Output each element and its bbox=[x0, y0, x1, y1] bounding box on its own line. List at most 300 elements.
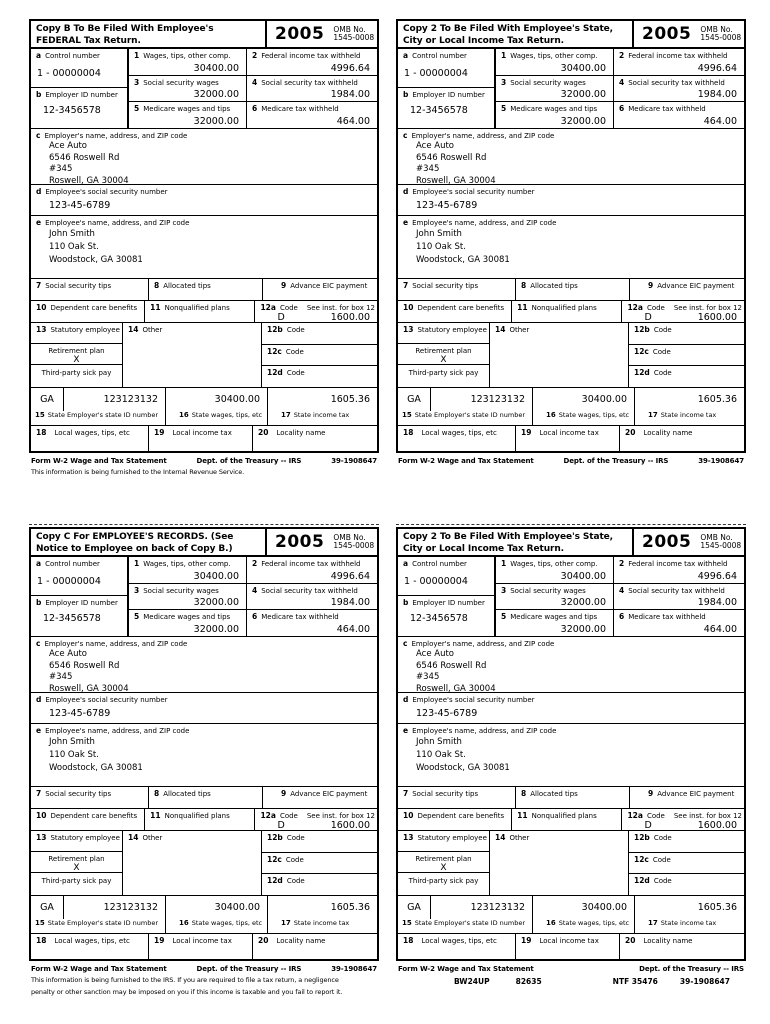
box-17-label-row bbox=[635, 411, 744, 419]
box-c-label-row bbox=[31, 129, 377, 141]
box-12d-label: Code bbox=[653, 369, 672, 378]
box-2-federal-tax bbox=[614, 557, 744, 583]
box-8-label: Allocated tips bbox=[530, 282, 578, 290]
box-b-num: b bbox=[403, 598, 409, 607]
box-8-label: Allocated tips bbox=[163, 282, 211, 290]
w2-form bbox=[29, 19, 379, 478]
retirement-plan-checkbox: X bbox=[73, 355, 80, 365]
box-18-num: 18 bbox=[403, 936, 414, 945]
box-11-nonqualified-plans bbox=[145, 301, 255, 322]
box-20-label-row bbox=[253, 934, 377, 946]
box-d-num: d bbox=[403, 187, 409, 196]
box-2-federal-tax bbox=[247, 49, 377, 75]
box-17-num: 17 bbox=[648, 411, 658, 419]
box-13-label: Statutory employee bbox=[417, 834, 487, 842]
box-6-value: 464.00 bbox=[336, 116, 370, 128]
box-17-value: 1605.36 bbox=[330, 394, 370, 405]
box-19-num: 19 bbox=[521, 936, 532, 945]
box-2-label-row bbox=[614, 49, 744, 61]
box-17-label: State income tax bbox=[660, 919, 717, 927]
copy-title-line1: Copy C For EMPLOYEE'S RECORDS. (See bbox=[36, 532, 234, 542]
box-2-label: Federal income tax withheld bbox=[261, 52, 361, 60]
box-12b-num: 12b bbox=[267, 833, 283, 842]
form-footer bbox=[29, 457, 379, 478]
box-e-employee-info bbox=[31, 216, 377, 279]
box-12d bbox=[629, 365, 744, 387]
box-4-label: Social security tax withheld bbox=[261, 78, 358, 87]
box-20-label-row bbox=[620, 426, 744, 438]
box-8-allocated-tips bbox=[516, 279, 630, 300]
omb-block bbox=[700, 534, 741, 551]
box-12a-amount: 1600.00 bbox=[697, 312, 737, 323]
box-9-label: Advance EIC payment bbox=[657, 282, 735, 290]
form-footer bbox=[396, 457, 746, 466]
box-3-label: Social security wages bbox=[143, 586, 219, 595]
box-15-label: State Employer's state ID number bbox=[414, 411, 526, 419]
box-20-label-row bbox=[253, 426, 377, 438]
box-16-value: 30400.00 bbox=[581, 902, 627, 913]
box-17-label-row bbox=[635, 919, 744, 927]
box-5-label: Medicare wages and tips bbox=[143, 613, 231, 622]
omb-label: OMB No. bbox=[333, 532, 366, 542]
box-14-label-row bbox=[123, 323, 261, 335]
box-15-value-row bbox=[398, 388, 532, 411]
box-9-label: Advance EIC payment bbox=[657, 790, 735, 798]
box-8-allocated-tips bbox=[516, 787, 630, 808]
state-abbrev: GA bbox=[31, 388, 64, 411]
box-b-employer-id bbox=[31, 596, 127, 624]
box-12b-num: 12b bbox=[634, 325, 650, 334]
box-3-num: 3 bbox=[501, 77, 507, 87]
box-13-label: Statutory employee bbox=[50, 326, 120, 334]
employee-name: John Smith bbox=[416, 737, 462, 747]
box-b-num: b bbox=[403, 90, 409, 99]
box-4-label: Social security tax withheld bbox=[628, 78, 725, 87]
box-e-employee-info bbox=[398, 724, 744, 787]
boxes-12b-12c-12d bbox=[262, 831, 377, 895]
box-7-label: Social security tips bbox=[45, 790, 112, 798]
box-12d-num: 12d bbox=[634, 876, 650, 886]
box-5-value: 32000.00 bbox=[193, 116, 239, 128]
box-2-value: 4996.64 bbox=[697, 570, 737, 582]
box-c-employer-info bbox=[398, 129, 744, 185]
box-9-advance-eic bbox=[263, 279, 377, 300]
row-boxes-1-2 bbox=[129, 49, 377, 75]
box-8-label-row bbox=[149, 279, 262, 291]
box-6-label: Medicare tax withheld bbox=[628, 613, 706, 622]
box-15-state-id bbox=[398, 388, 533, 425]
box-10-label: Dependent care benefits bbox=[417, 812, 505, 820]
employer-city: Roswell, GA 30004 bbox=[416, 683, 496, 694]
box-12a-label: Code bbox=[279, 812, 298, 820]
box-13-label-row bbox=[31, 831, 122, 843]
box-e-num: e bbox=[403, 218, 409, 227]
box-15-num: 15 bbox=[402, 411, 412, 419]
box-12b-label-row bbox=[262, 831, 377, 843]
box-18-label-row bbox=[398, 426, 515, 438]
copy-title-line2: City or Local Income Tax Return. bbox=[403, 544, 564, 554]
box-1-value: 30400.00 bbox=[560, 62, 606, 74]
print-code-2: 82635 bbox=[515, 977, 542, 986]
employer-city: Roswell, GA 30004 bbox=[49, 175, 129, 186]
box-12a bbox=[622, 809, 744, 830]
control-employer-column bbox=[31, 557, 129, 636]
employee-ssn-value: 123-45-6789 bbox=[49, 200, 111, 211]
employer-suite: #345 bbox=[49, 672, 73, 682]
box-10-num: 10 bbox=[403, 303, 414, 312]
box-14-num: 14 bbox=[495, 833, 506, 842]
box-13-label-row bbox=[398, 323, 489, 335]
box-2-num: 2 bbox=[619, 51, 625, 60]
box-16-num: 16 bbox=[179, 919, 189, 927]
box-2-label: Federal income tax withheld bbox=[628, 52, 728, 60]
box-18-local-wages bbox=[31, 426, 149, 451]
box-1-label-row bbox=[496, 557, 613, 569]
box-19-label-row bbox=[149, 426, 252, 438]
w2-form bbox=[29, 527, 379, 997]
box-19-label: Local income tax bbox=[539, 429, 599, 437]
omb-value: 1545-0008 bbox=[700, 33, 742, 42]
box-7-label-row bbox=[31, 279, 148, 291]
box-b-label: Employer ID number bbox=[412, 599, 485, 607]
box-5-label-row bbox=[496, 610, 613, 622]
box-20-label: Locality name bbox=[643, 429, 693, 437]
box-4-label: Social security tax withheld bbox=[628, 586, 725, 595]
box-a-num: a bbox=[36, 559, 42, 568]
box-b-label: Employer ID number bbox=[412, 91, 485, 99]
box-5-medicare-wages bbox=[496, 610, 614, 636]
box-17-value: 1605.36 bbox=[697, 394, 737, 405]
box-11-label: Nonqualified plans bbox=[531, 304, 597, 312]
box-12a-num: 12a bbox=[627, 303, 643, 312]
box-c-label-row bbox=[31, 637, 377, 649]
box-6-medicare-tax bbox=[614, 610, 744, 636]
box-7-ss-tips bbox=[31, 787, 149, 808]
box-6-label-row bbox=[247, 102, 377, 114]
box-4-value: 1984.00 bbox=[330, 597, 370, 609]
box-16-label-row bbox=[166, 411, 267, 419]
box-12d-num: 12d bbox=[634, 368, 650, 378]
box-d-label-row bbox=[398, 185, 744, 197]
box-17-num: 17 bbox=[648, 919, 658, 927]
row-boxes-10-11-12a bbox=[31, 809, 377, 831]
box-18-label: Local wages, tips, etc bbox=[54, 429, 130, 437]
tax-year: 2005 bbox=[642, 532, 692, 552]
footer-form-name: Form W-2 Wage and Tax Statement bbox=[398, 965, 534, 973]
employee-city: Woodstock, GA 30081 bbox=[49, 255, 143, 265]
box-13-label-row bbox=[31, 323, 122, 335]
employer-name: Ace Auto bbox=[416, 141, 455, 151]
box-14-label: Other bbox=[509, 834, 530, 842]
omb-block bbox=[700, 26, 741, 43]
employee-street: 110 Oak St. bbox=[416, 242, 466, 252]
box-10-label-row bbox=[398, 809, 511, 821]
box-13-third-party-sick-pay bbox=[398, 365, 489, 387]
box-6-label-row bbox=[247, 610, 377, 622]
box-5-label: Medicare wages and tips bbox=[143, 105, 231, 114]
footer-note-line2: penalty or other sanction may be imposed on you if this income is taxable and you fail to report it. bbox=[31, 987, 343, 996]
box-9-num: 9 bbox=[648, 281, 654, 290]
box-9-advance-eic bbox=[263, 787, 377, 808]
footer-form-name: Form W-2 Wage and Tax Statement bbox=[31, 457, 167, 465]
year-omb-cell bbox=[265, 21, 377, 47]
box-13-column bbox=[31, 323, 123, 387]
box-4-ss-tax bbox=[247, 584, 377, 610]
box-4-num: 4 bbox=[252, 77, 258, 87]
control-number-value: 1 - 00000004 bbox=[404, 576, 468, 587]
box-2-value: 4996.64 bbox=[330, 570, 370, 582]
box-19-local-income-tax bbox=[149, 426, 253, 451]
row-boxes-10-11-12a bbox=[31, 301, 377, 323]
box-a-label: Control number bbox=[412, 52, 467, 60]
box-20-num: 20 bbox=[258, 428, 269, 437]
copy-title bbox=[398, 21, 632, 47]
employer-street: 6546 Roswell Rd bbox=[416, 152, 487, 163]
box-13-statutory-employee bbox=[31, 323, 122, 344]
box-12d-label-row bbox=[629, 366, 744, 378]
box-15-num: 15 bbox=[35, 411, 45, 419]
box-1-label-row bbox=[496, 49, 613, 61]
box-11-nonqualified-plans bbox=[512, 809, 622, 830]
box-4-value: 1984.00 bbox=[697, 89, 737, 101]
row-boxes-18-19-20 bbox=[31, 934, 377, 959]
employer-city: Roswell, GA 30004 bbox=[49, 683, 129, 694]
box-15-label-row bbox=[398, 919, 532, 927]
box-17-value: 1605.36 bbox=[697, 902, 737, 913]
box-16-value: 30400.00 bbox=[214, 394, 260, 405]
box-11-label-row bbox=[512, 809, 621, 821]
box-11-label: Nonqualified plans bbox=[164, 304, 230, 312]
w2-form-border bbox=[396, 527, 746, 961]
box-15-state-id bbox=[398, 896, 533, 933]
row-boxes-7-8-9 bbox=[398, 787, 744, 809]
box-18-num: 18 bbox=[36, 428, 47, 437]
footer-line1 bbox=[398, 457, 744, 466]
box-1-value: 30400.00 bbox=[193, 570, 239, 582]
box-12d bbox=[629, 873, 744, 895]
box-b-employer-id bbox=[31, 88, 127, 116]
footer-dept: Dept. of the Treasury -- IRS bbox=[563, 457, 669, 465]
box-5-label: Medicare wages and tips bbox=[510, 105, 598, 114]
row-boxes-1-2 bbox=[496, 557, 744, 583]
box-12d-label-row bbox=[262, 874, 377, 886]
box-13-statutory-employee bbox=[31, 831, 122, 852]
box-a-num: a bbox=[403, 51, 409, 60]
box-13-column bbox=[31, 831, 123, 895]
box-3-label: Social security wages bbox=[510, 586, 586, 595]
box-e-num: e bbox=[403, 726, 409, 735]
footer-note-line1: This information is being furnished to the Internal Revenue Service. bbox=[31, 468, 245, 476]
box-d-label: Employee's social security number bbox=[45, 188, 168, 196]
retirement-plan-checkbox: X bbox=[73, 863, 80, 873]
form-footer bbox=[396, 965, 746, 986]
box-17-label-row bbox=[268, 919, 377, 927]
box-12b bbox=[262, 323, 377, 344]
box-d-employee-ssn bbox=[31, 185, 377, 216]
box-18-label: Local wages, tips, etc bbox=[54, 937, 130, 945]
state-id-value: 123123132 bbox=[103, 902, 158, 913]
box-12a-amount: 1600.00 bbox=[330, 312, 370, 323]
box-12a-label: Code bbox=[279, 304, 298, 312]
row-boxes-3-4 bbox=[496, 583, 744, 610]
box-12b-label: Code bbox=[286, 834, 305, 842]
box-e-label: Employee's name, address, and ZIP code bbox=[412, 727, 557, 735]
box-16-label: State wages, tips, etc bbox=[191, 411, 263, 419]
omb-value: 1545-0008 bbox=[333, 541, 375, 550]
box-12c-label-row bbox=[629, 345, 744, 357]
footer-dept: Dept. of the Treasury -- IRS bbox=[196, 965, 302, 973]
box-5-medicare-wages bbox=[129, 102, 247, 128]
box-14-other bbox=[490, 831, 629, 895]
box-18-num: 18 bbox=[403, 428, 414, 437]
wage-grid bbox=[31, 557, 377, 637]
box-14-num: 14 bbox=[128, 833, 139, 842]
box-10-label-row bbox=[31, 301, 144, 313]
box-7-label: Social security tips bbox=[45, 282, 112, 290]
box-20-num: 20 bbox=[625, 428, 636, 437]
footer-note-line1: This information is being furnished to the IRS. If you are required to file a tax return, a negligence bbox=[31, 976, 339, 984]
box-2-label-row bbox=[247, 49, 377, 61]
box-12d bbox=[262, 873, 377, 895]
employer-suite: #345 bbox=[49, 164, 73, 174]
box-c-num: c bbox=[36, 639, 41, 648]
copy-title-line2: City or Local Income Tax Return. bbox=[403, 36, 564, 46]
box-4-num: 4 bbox=[252, 585, 258, 595]
box-3-value: 32000.00 bbox=[560, 597, 606, 609]
box-12b-label: Code bbox=[286, 326, 305, 334]
box-2-label: Federal income tax withheld bbox=[261, 560, 361, 568]
box-a-num: a bbox=[36, 51, 42, 60]
row-boxes-10-11-12a bbox=[398, 301, 744, 323]
retirement-plan-checkbox: X bbox=[440, 355, 447, 365]
box-13-third-party-sick-pay bbox=[398, 873, 489, 895]
boxes-1-to-6 bbox=[129, 557, 377, 636]
employee-name: John Smith bbox=[49, 229, 95, 239]
box-13-label: Statutory employee bbox=[417, 326, 487, 334]
omb-label: OMB No. bbox=[700, 532, 733, 542]
box-3-num: 3 bbox=[501, 585, 507, 595]
box-8-allocated-tips bbox=[149, 787, 263, 808]
employer-id-value: 12-3456578 bbox=[43, 105, 101, 116]
box-11-num: 11 bbox=[517, 303, 528, 312]
box-a-control-number bbox=[398, 557, 494, 596]
box-e-num: e bbox=[36, 726, 42, 735]
box-12a-label: Code bbox=[646, 812, 665, 820]
box-7-label-row bbox=[398, 279, 515, 291]
box-d-num: d bbox=[36, 187, 42, 196]
box-10-label: Dependent care benefits bbox=[50, 304, 138, 312]
box-16-num: 16 bbox=[546, 411, 556, 419]
box-9-num: 9 bbox=[281, 281, 287, 290]
box-9-label: Advance EIC payment bbox=[290, 790, 368, 798]
box-12a-num: 12a bbox=[260, 303, 276, 312]
box-3-value: 32000.00 bbox=[193, 597, 239, 609]
box-16-num: 16 bbox=[546, 919, 556, 927]
box-d-label-row bbox=[31, 185, 377, 197]
box-c-num: c bbox=[403, 131, 408, 140]
box-6-num: 6 bbox=[252, 104, 258, 114]
box-18-label-row bbox=[31, 426, 148, 438]
box-16-state-wages bbox=[166, 388, 268, 425]
box-13-num: 13 bbox=[36, 833, 47, 842]
box-14-label-row bbox=[490, 831, 628, 843]
box-12b-label-row bbox=[262, 323, 377, 335]
boxes-12b-12c-12d bbox=[629, 323, 744, 387]
omb-block bbox=[333, 26, 374, 43]
box-12b-label: Code bbox=[653, 834, 672, 842]
box-14-label: Other bbox=[142, 834, 163, 842]
box-e-label: Employee's name, address, and ZIP code bbox=[45, 727, 190, 735]
box-12a-instruction: See inst. for box 12 bbox=[673, 304, 742, 312]
box-4-ss-tax bbox=[614, 584, 744, 610]
box-1-label-row bbox=[129, 49, 246, 61]
box-12a-amount: 1600.00 bbox=[330, 820, 370, 831]
box-5-num: 5 bbox=[501, 104, 507, 114]
box-11-num: 11 bbox=[150, 811, 161, 820]
form-header bbox=[398, 21, 744, 49]
box-19-label-row bbox=[149, 934, 252, 946]
form-footer bbox=[29, 965, 379, 997]
box-c-employer-info bbox=[31, 129, 377, 185]
row-boxes-7-8-9 bbox=[31, 279, 377, 301]
box-8-label: Allocated tips bbox=[163, 790, 211, 798]
copy-title-line2: Notice to Employee on back of Copy B.) bbox=[36, 544, 233, 554]
box-6-label-row bbox=[614, 102, 744, 114]
box-14-label-row bbox=[123, 831, 261, 843]
box-7-label: Social security tips bbox=[412, 790, 479, 798]
box-12c-num: 12c bbox=[267, 346, 282, 356]
box-3-value: 32000.00 bbox=[193, 89, 239, 101]
copy-title-line1: Copy 2 To Be Filed With Employee's State, bbox=[403, 24, 613, 34]
box-20-label: Locality name bbox=[276, 937, 326, 945]
box-13-statutory-employee bbox=[398, 831, 489, 852]
copy-title-line2: FEDERAL Tax Return. bbox=[36, 36, 141, 46]
box-9-label-row bbox=[276, 279, 377, 291]
copy-title bbox=[398, 529, 632, 555]
box-6-num: 6 bbox=[252, 612, 258, 622]
box-20-num: 20 bbox=[625, 936, 636, 945]
row-boxes-15-16-17 bbox=[398, 388, 744, 426]
box-20-locality-name bbox=[253, 426, 377, 451]
row-boxes-1-2 bbox=[129, 557, 377, 583]
footer-print-codes bbox=[398, 977, 744, 986]
box-12d-num: 12d bbox=[267, 368, 283, 378]
state-abbrev: GA bbox=[31, 896, 64, 919]
box-2-label: Federal income tax withheld bbox=[628, 560, 728, 568]
state-id-value: 123123132 bbox=[470, 902, 525, 913]
box-2-num: 2 bbox=[252, 51, 258, 60]
box-6-label-row bbox=[614, 610, 744, 622]
box-12a bbox=[622, 301, 744, 322]
box-16-label: State wages, tips, etc bbox=[558, 919, 630, 927]
box-6-medicare-tax bbox=[614, 102, 744, 128]
box-9-advance-eic bbox=[630, 279, 744, 300]
box-11-nonqualified-plans bbox=[145, 809, 255, 830]
box-a-control-number bbox=[398, 49, 494, 88]
box-5-value: 32000.00 bbox=[560, 624, 606, 636]
employee-street: 110 Oak St. bbox=[49, 242, 99, 252]
row-boxes-15-16-17 bbox=[398, 896, 744, 934]
box-d-employee-ssn bbox=[398, 185, 744, 216]
box-13-num: 13 bbox=[36, 325, 47, 334]
box-2-federal-tax bbox=[614, 49, 744, 75]
box-14-label: Other bbox=[509, 326, 530, 334]
box-12b-num: 12b bbox=[267, 325, 283, 334]
box-9-advance-eic bbox=[630, 787, 744, 808]
row-boxes-13-14-12bcd bbox=[398, 831, 744, 896]
box-11-nonqualified-plans bbox=[512, 301, 622, 322]
box-7-num: 7 bbox=[36, 789, 42, 798]
